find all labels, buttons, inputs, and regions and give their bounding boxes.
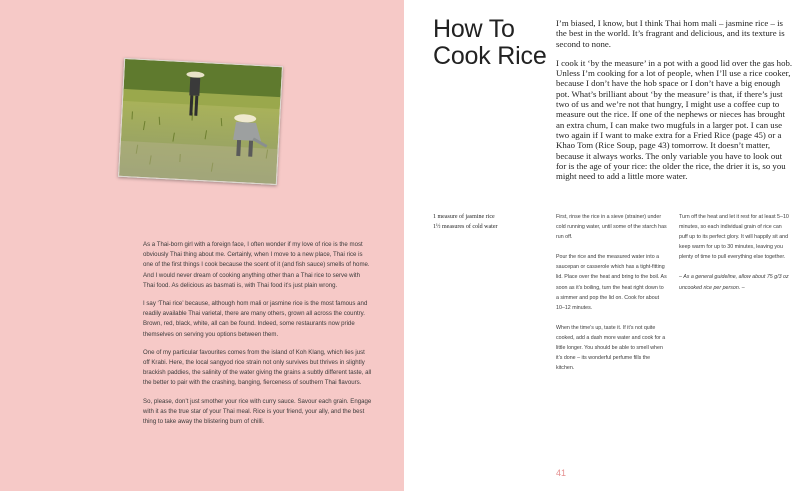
- intro-paragraph-1: As a Thai-born girl with a foreign face, I often wonder if my love of rice is the most obviously Thai thing about me. Certainly, when I move to a new place, Thai rice is one of the first things I cook because the scent of it (and fish sauce) smells of home. And I would never dream of cooking anything other than a Thai rice to serve with Thai food. As delicious as basmati is, with Thai food it’s just plain wrong.: [143, 241, 370, 289]
- rice-paddy-photo: [118, 58, 283, 185]
- intro-paragraph-2: I say ‘Thai rice’ because, although hom mali or jasmine rice is the most famous and readily available Thai varietal, there are many others, grown all across the country. Brown, red, black, white, all can be found. Indeed, some restaurants now pride themselves on serving you options between them.: [143, 300, 368, 338]
- method-step: First, rinse the rice in a sieve (strainer) under cold running water, until some of the starch has run off.: [556, 214, 667, 241]
- method-step: Turn off the heat and let it rest for at least 5–10 minutes, so each individual grain of rice can puff up to its perfect glory. It will happily sit and keep warm for up to 30 minutes, leaving you plenty of time to pull everything else together.: [679, 214, 789, 261]
- method-column-1: [556, 212, 667, 383]
- lead-paragraph-1: I’m biased, I know, but I think Thai hom mali – jasmine rice – is the best in the world. It’s fragrant and delicious, and its texture is second to none.: [556, 18, 785, 49]
- page-number: 41: [556, 468, 567, 478]
- ingredient-item: 1 measure of jasmine rice: [433, 214, 495, 220]
- title-line-2: Cook Rice: [433, 42, 547, 70]
- rice-paddy-illustration: [119, 59, 282, 184]
- serving-note: – As a general guideline, allow about 75 g/3 oz uncooked rice per person. –: [679, 274, 789, 291]
- lead-text: [556, 18, 793, 190]
- lead-paragraph-2: I cook it ‘by the measure’ in a pot with a good lid over the gas hob. Unless I’m cooking for a lot of people, when I’ll use a rice cooker, because I don’t have the hob space or I don’t have a big enough pot. What’s brilliant about ‘by the measure’ is that, if there’s just two of us and we’re not that hungry, I might use a coffee cup to measure out the rice. If one of the nephews or nieces has brought an extra chum, I can make two mugfuls in a larger pot. I can use two again if I want to make extra for a Fried Rice (page 45) or a Khao Tom (Rice Soup, page 43) tomorrow. It doesn’t matter, because it always works. The only variable you have to look out for is the age of your rice: the older the rice, the drier it is, so you might need to add a little more water.: [556, 57, 793, 182]
- right-page: [404, 0, 800, 491]
- ingredient-item: 1½ measures of cold water: [433, 224, 498, 230]
- title-line-1: How To: [433, 15, 515, 43]
- intro-paragraph-3: One of my particular favourites comes from the island of Koh Klang, which lies just off Krabi. Here, the local sangyod rice strain not only survives but thrives in slightly brackish paddies, the salinity of the water giving the grains a subtly different taste, all the better to pair with the crashing, banging, fierceness of southern Thai flavours.: [143, 348, 372, 387]
- ingredients-list: [433, 212, 545, 232]
- page-title: [433, 16, 547, 70]
- intro-text: [143, 240, 373, 435]
- method-step: Pour the rice and the measured water into a saucepan or casserole which has a tight-fitting lid. Place over the heat and bring to the boil. As soon as it’s boiling, turn the heat right down to a simmer and pop the lid on. Cook for about 10–12 minutes.: [556, 254, 667, 311]
- method-column-2: [679, 212, 790, 303]
- intro-paragraph-4: So, please, don’t just smother your rice with curry sauce. Savour each grain. Engage with it as the true star of your Thai meal. Rice is your friend, your ally, and the best thing to take away the blistering burn of chilli.: [143, 397, 372, 426]
- method-step: When the time’s up, taste it. If it’s not quite cooked, add a dash more water and cook for a little longer. You should be able to smell when it’s done – its wonderful perfume fills the kitchen.: [556, 324, 666, 372]
